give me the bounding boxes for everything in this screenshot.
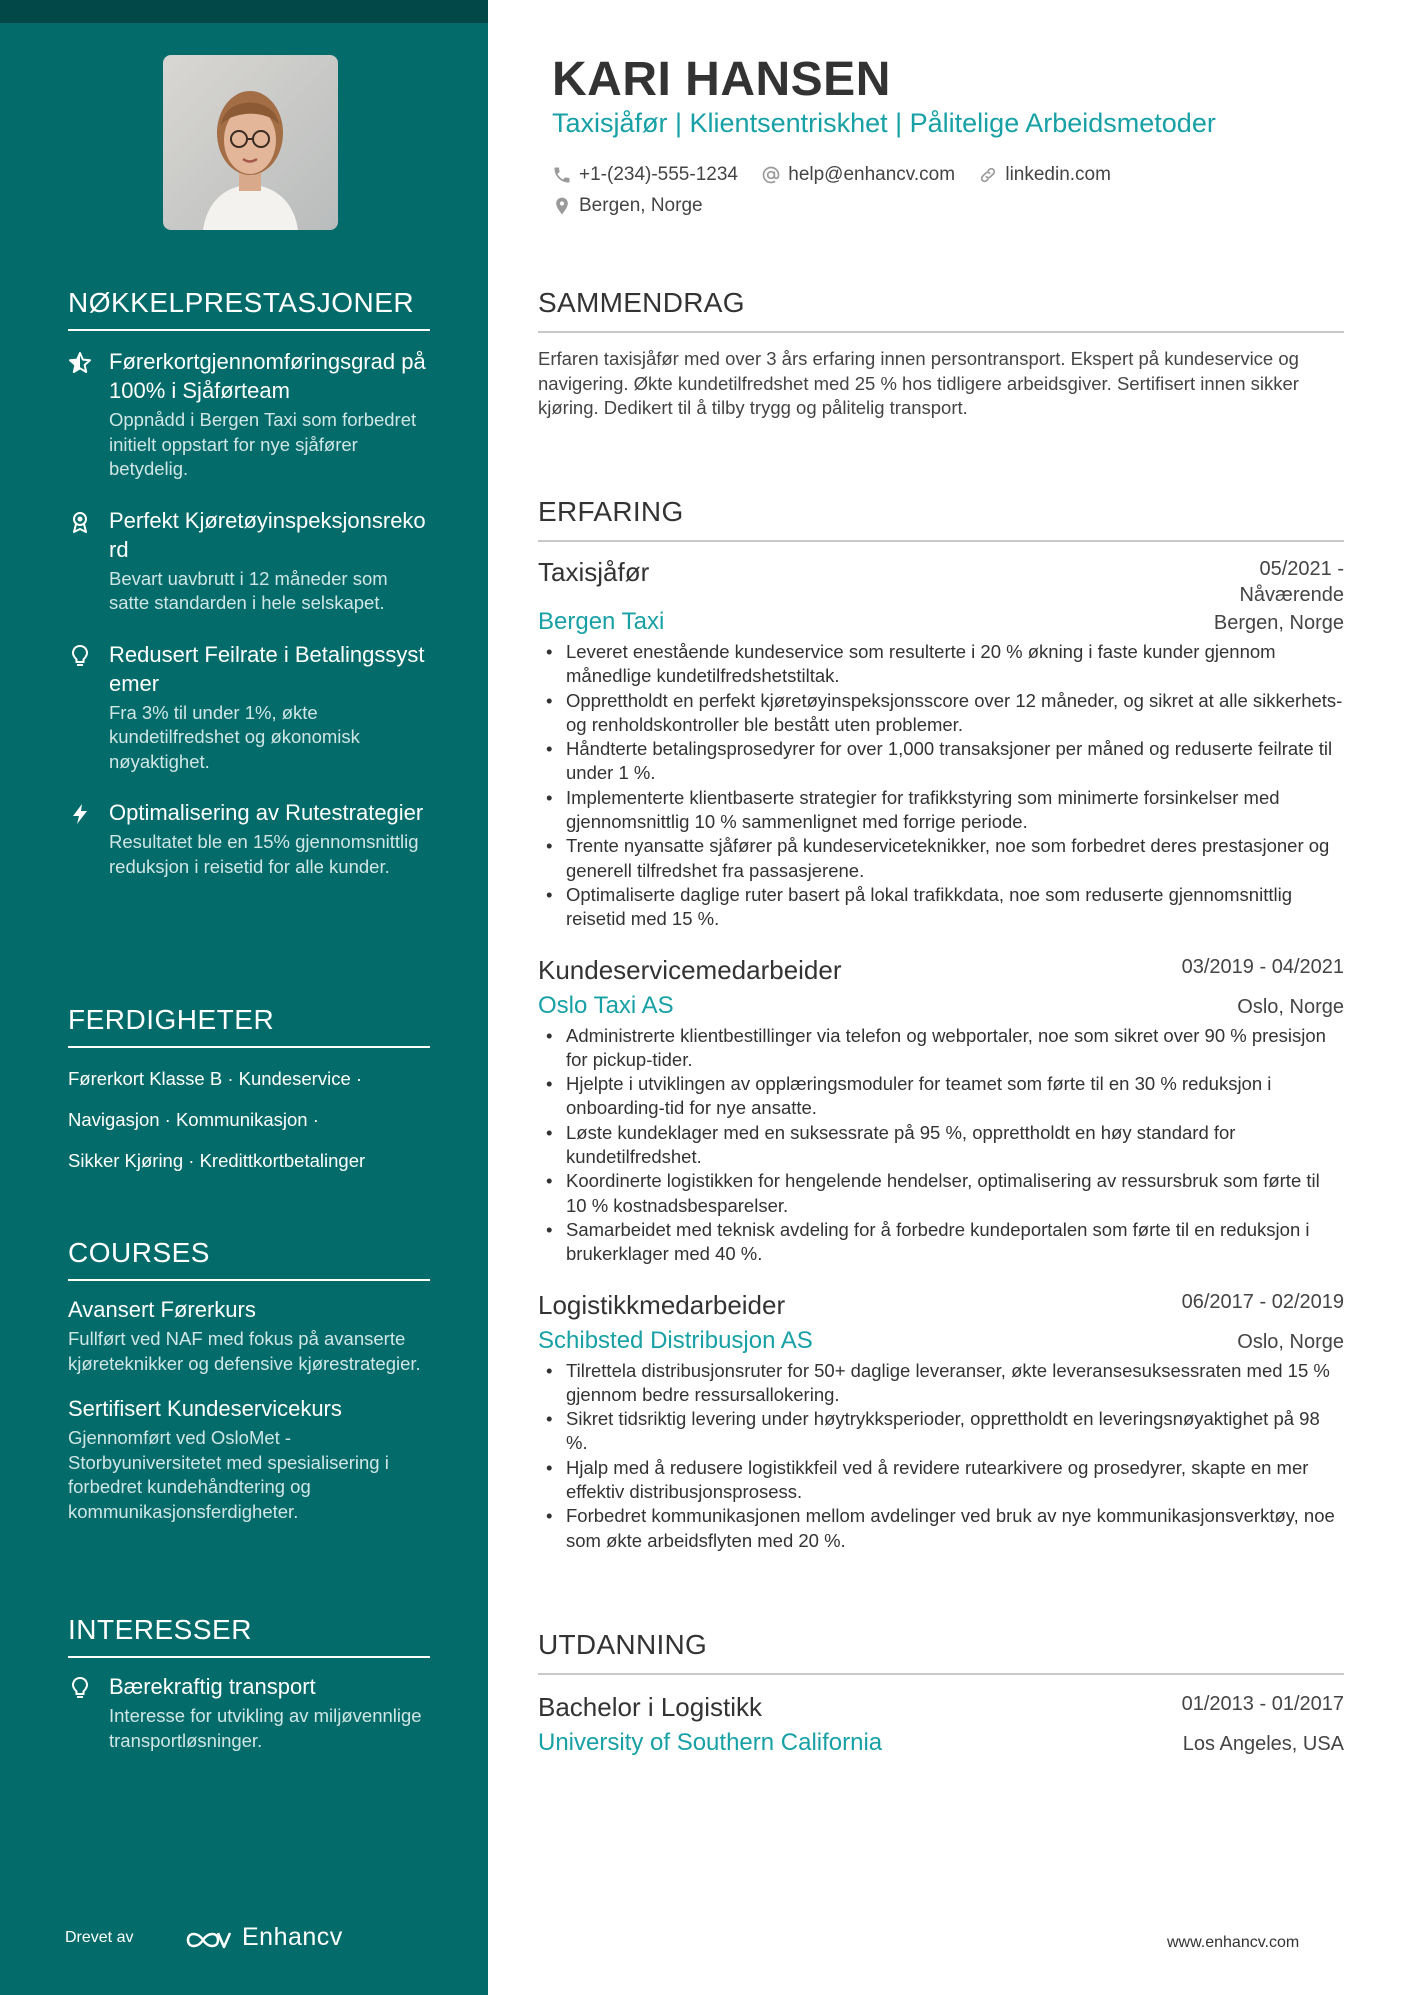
job-company: Bergen Taxi bbox=[538, 608, 665, 635]
job-bullet: • Tilrettela distribusjonsruter for 50+ daglige leveranser, økte leveransesuksessraten med 15 % gjennom bedre ressursallokering. bbox=[538, 1359, 1344, 1408]
sidebar bbox=[0, 0, 488, 1995]
achievement-item bbox=[68, 640, 430, 775]
interest-title: Bærekraftig transport bbox=[109, 1674, 316, 1699]
phone-icon bbox=[552, 165, 572, 185]
job-location: Oslo, Norge bbox=[1237, 1330, 1344, 1353]
interest-description: Interesse for utvikling av miljøvennlige transportløsninger. bbox=[109, 1705, 422, 1751]
summary-text: Erfaren taxisjåfør med over 3 års erfaring innen persontransport. Ekspert på kundeservice og navigering. Økte kundetilfredshet med 25 % hos tidligere arbeidsgiver. Sertifisert innen sikker kjøring. Dedikert til å tilby trygg og pålitelig transport. bbox=[538, 348, 1299, 418]
achievements-section bbox=[68, 287, 430, 879]
lightbulb-icon bbox=[68, 1676, 92, 1700]
summary-title: SAMMENDRAG bbox=[538, 287, 1344, 333]
powered-by-label: Drevet av bbox=[65, 1929, 134, 1946]
job-bullet: • Implementerte klientbaserte strategier for trafikkstyring som minimerte forsinkelser med gjennomsnittlig 10 % sammenlignet med forrige periode. bbox=[538, 786, 1344, 835]
course-item bbox=[68, 1295, 430, 1376]
skill-line: Sikker Kjøring · Kredittkortbetalinger bbox=[68, 1150, 366, 1171]
enhancv-brand: Enhancv bbox=[242, 1923, 343, 1951]
job-company: Schibsted Distribusjon AS bbox=[538, 1326, 813, 1354]
course-title: Sertifisert Kundeservicekurs bbox=[68, 1396, 342, 1421]
job-bullet: • Løste kundeklager med en suksessrate på 95 %, opprettholdt en høy standard for kundetilfredshet. bbox=[538, 1121, 1344, 1170]
job-item bbox=[538, 1289, 1344, 1553]
education-title: UTDANNING bbox=[538, 1629, 1344, 1675]
course-title: Avansert Førerkurs bbox=[68, 1297, 256, 1322]
job-dates-line: Nåværende bbox=[1239, 584, 1344, 606]
contact-phone[interactable] bbox=[552, 160, 738, 190]
interests-title: INTERESSER bbox=[68, 1614, 430, 1658]
job-bullet: • Opprettholdt en perfekt kjøretøyinspeksjonsscore over 12 måneder, og sikret at alle sikkerhets- og renholdskontroller ble bestått uten problemer. bbox=[538, 689, 1344, 738]
achievement-title: Perfekt Kjøretøyinspeksjonsrekord bbox=[109, 507, 426, 562]
achievements-title: NØKKELPRESTASJONER bbox=[68, 287, 430, 331]
job-bullets bbox=[538, 640, 1344, 932]
contact-location bbox=[552, 191, 703, 221]
contact-info bbox=[552, 160, 1342, 222]
skill-line: Førerkort Klasse B · Kundeservice · bbox=[68, 1068, 363, 1089]
achievement-item bbox=[68, 347, 430, 482]
location-pin-icon bbox=[552, 196, 572, 216]
email-text: help@enhancv.com bbox=[788, 164, 956, 185]
course-item bbox=[68, 1394, 430, 1524]
phone-text: +1-(234)-555-1234 bbox=[579, 164, 738, 185]
achievement-description: Oppnådd i Bergen Taxi som forbedret initielt oppstart for nye sjåfører betydelig. bbox=[109, 409, 417, 479]
skill-line: Navigasjon · Kommunikasjon · bbox=[68, 1109, 319, 1130]
education-school: University of Southern California bbox=[538, 1729, 883, 1756]
job-dates-line: 05/2021 - bbox=[1259, 558, 1344, 580]
course-description: Gjennomført ved OsloMet - Storbyuniversitetet med spesialisering i forbedret kundehåndtering og kommunikasjonsferdigheter. bbox=[68, 1427, 389, 1522]
at-icon bbox=[761, 165, 781, 185]
job-bullet: • Hjelpte i utviklingen av opplæringsmoduler for teamet som førte til en 30 % reduksjon i onboarding-tid for nye ansatte. bbox=[538, 1072, 1344, 1121]
lightbulb-icon bbox=[68, 644, 92, 668]
achievement-description: Resultatet ble en 15% gjennomsnittlig reduksjon i reisetid for alle kunder. bbox=[109, 831, 419, 877]
star-icon bbox=[68, 351, 92, 375]
job-bullet: • Trente nyansatte sjåfører på kundeserviceteknikker, noe som forbedret deres prestasjoner og generell tilfredshet fra passasjerene. bbox=[538, 834, 1344, 883]
sidebar-top-band bbox=[0, 0, 488, 23]
job-bullets bbox=[538, 1024, 1344, 1267]
education-dates: 01/2013 - 01/2017 bbox=[1181, 1693, 1344, 1715]
achievement-item bbox=[68, 506, 430, 616]
job-company: Oslo Taxi AS bbox=[538, 991, 674, 1019]
courses-section bbox=[68, 1237, 430, 1524]
job-bullet: • Hjalp med å redusere logistikkfeil ved å revidere rutearkivere og prosedyrer, skapte en mer effektiv distribusjonsprosess. bbox=[538, 1456, 1344, 1505]
avatar bbox=[163, 55, 338, 230]
achievement-item bbox=[68, 798, 430, 879]
skills-title: FERDIGHETER bbox=[68, 1004, 430, 1048]
award-icon bbox=[68, 510, 92, 534]
interests-section bbox=[68, 1614, 430, 1753]
achievement-description: Fra 3% til under 1%, økte kundetilfredshet og økonomisk nøyaktighet. bbox=[109, 701, 360, 772]
job-bullet: • Administrerte klientbestillinger via telefon og webportaler, noe som sikret over 90 % presisjon for pickup-tider. bbox=[538, 1024, 1344, 1073]
education-location: Los Angeles, USA bbox=[1182, 1733, 1344, 1755]
contact-link[interactable] bbox=[978, 160, 1111, 190]
job-item bbox=[538, 954, 1344, 1267]
job-bullets bbox=[538, 1359, 1344, 1553]
courses-title: COURSES bbox=[68, 1237, 430, 1281]
job-dates: 06/2017 - 02/2019 bbox=[1181, 1290, 1344, 1313]
candidate-headline: Taxisjåfør | Klientsentriskhet | Pålitelige Arbeidsmetoder bbox=[552, 108, 1216, 138]
course-description: Fullført ved NAF med fokus på avanserte kjøreteknikker og defensive kjørestrategier. bbox=[68, 1328, 421, 1374]
link-icon bbox=[978, 165, 998, 185]
avatar-portrait-image bbox=[163, 55, 338, 230]
skills-section bbox=[68, 1004, 430, 1181]
job-location: Bergen, Norge bbox=[1213, 612, 1344, 634]
job-role: Logistikkmedarbeider bbox=[538, 1289, 786, 1320]
education-section bbox=[538, 1629, 1344, 1757]
job-role: Kundeservicemedarbeider bbox=[538, 954, 842, 985]
job-role: Taxisjåfør bbox=[538, 557, 650, 587]
job-bullet: • Optimaliserte daglige ruter basert på lokal trafikkdata, noe som reduserte gjennomsnittlig reisetid med 15 %. bbox=[538, 883, 1344, 932]
summary-section bbox=[538, 287, 1344, 421]
job-bullet: • Forbedret kommunikasjonen mellom avdelinger ved bruk av nye kommunikasjonsverktøy, noe som økte arbeidsflyten med 20 %. bbox=[538, 1504, 1344, 1553]
experience-section bbox=[538, 496, 1344, 1553]
achievement-title: Redusert Feilrate i Betalingssystemer bbox=[109, 641, 425, 696]
education-degree: Bachelor i Logistikk bbox=[538, 1692, 762, 1722]
location-text: Bergen, Norge bbox=[579, 195, 703, 216]
achievement-title: Førerkortgjennomføringsgrad på 100% i Sjåførteam bbox=[109, 349, 426, 403]
bolt-icon bbox=[68, 802, 92, 826]
job-bullet: • Håndterte betalingsprosedyrer for over 1,000 transaksjoner per måned og reduserte feilrate til under 1 %. bbox=[538, 737, 1344, 786]
job-dates: 03/2019 - 04/2021 bbox=[1181, 955, 1344, 978]
achievement-title: Optimalisering av Rutestrategier bbox=[109, 800, 424, 825]
job-bullet: • Koordinerte logistikken for hengelende hendelser, optimalisering av ressursbruk som førte til 10 % kostnadsbesparelser. bbox=[538, 1169, 1344, 1218]
job-bullet: • Samarbeidet med teknisk avdeling for å forbedre kundeportalen som førte til en reduksjon i brukerklager med 40 %. bbox=[538, 1218, 1344, 1267]
job-bullet: • Sikret tidsriktig levering under høytrykksperioder, opprettholdt en leveringsnøyaktighet på 98 %. bbox=[538, 1407, 1344, 1456]
job-bullet: • Leveret enestående kundeservice som resulterte i 20 % økning i faste kunder gjennom månedlige kundetilfredshetstiltak. bbox=[538, 640, 1344, 689]
experience-title: ERFARING bbox=[538, 496, 1344, 542]
achievement-description: Bevart uavbrutt i 12 måneder som satte standarden i hele selskapet. bbox=[109, 567, 388, 613]
contact-email[interactable] bbox=[761, 160, 955, 190]
candidate-name: KARI HANSEN bbox=[552, 53, 891, 106]
interest-item bbox=[68, 1672, 430, 1753]
education-item bbox=[538, 1691, 1344, 1757]
skills-list bbox=[68, 1058, 430, 1181]
job-location: Oslo, Norge bbox=[1237, 995, 1344, 1018]
job-dates bbox=[1239, 556, 1344, 608]
job-item bbox=[538, 556, 1344, 932]
footer-url[interactable]: www.enhancv.com bbox=[1167, 1934, 1300, 1951]
link-text: linkedin.com bbox=[1005, 164, 1111, 185]
enhancv-logo-icon bbox=[184, 1927, 234, 1953]
